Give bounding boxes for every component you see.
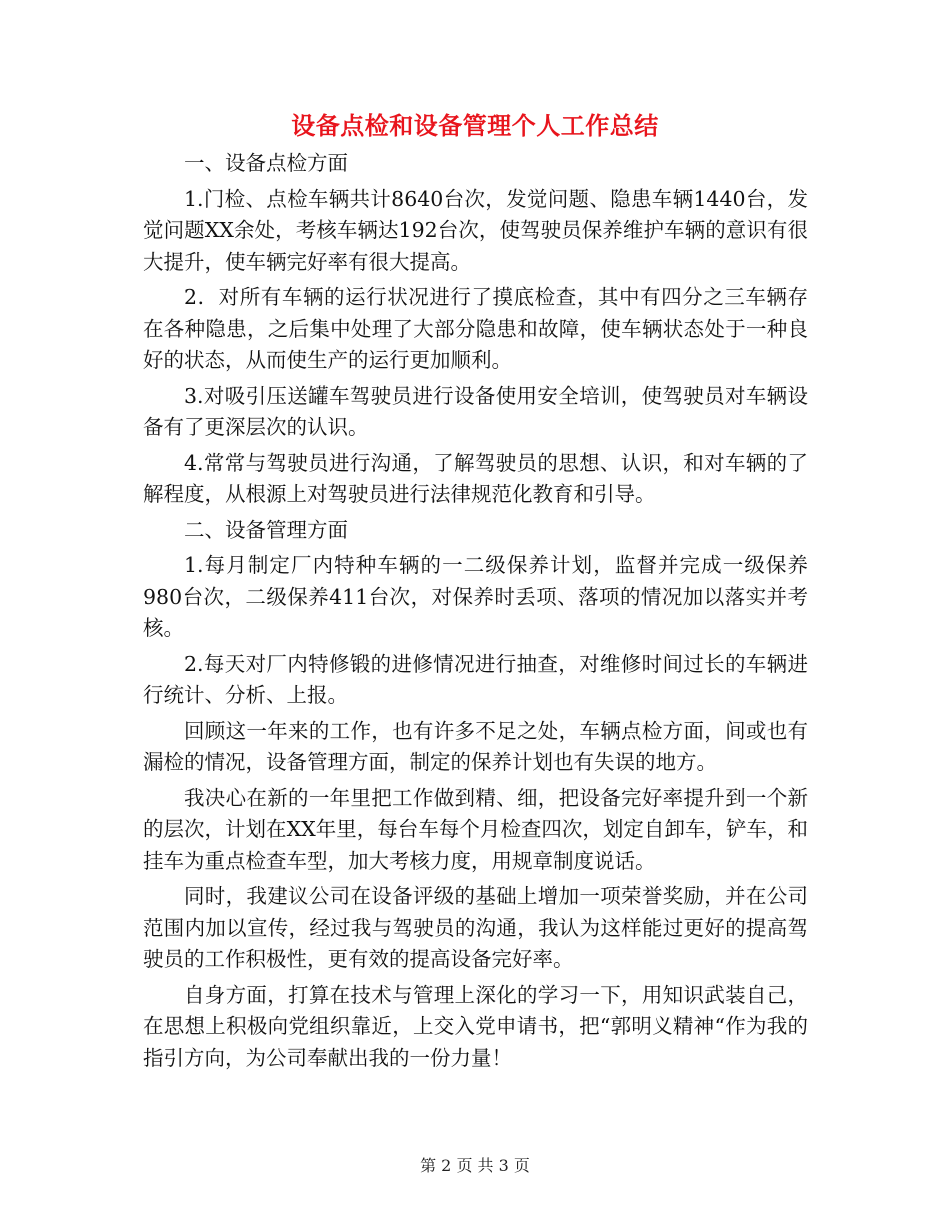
paragraph: 1.每月制定厂内特种车辆的一二级保养计划，监督并完成一级保养980台次，二级保养411台次，对保养时丢项、落项的情况加以落实并考核。 (143, 553, 808, 640)
paragraph: 自身方面，打算在技术与管理上深化的学习一下，用知识武装自己，在思想上积极向党组织靠近，上交入党申请书，把“郭明义精神“作为我的指引方向，为公司奉献出我的一份力量！ (143, 982, 808, 1070)
section-heading: 二、设备管理方面 (184, 517, 348, 542)
paragraph: 2．对所有车辆的运行状况进行了摸底检查，其中有四分之三车辆存在各种隐患，之后集中处理了大部分隐患和故障，使车辆状态处于一种良好的状态，从而使生产的运行更加顺利。 (143, 285, 808, 372)
paragraph: 回顾这一年来的工作，也有许多不足之处，车辆点检方面，间或也有漏检的情况，设备管理方面，制定的保养计划也有失误的地方。 (143, 718, 808, 774)
page-number-footer: 第 2 页 共 3 页 (420, 1156, 530, 1175)
paragraph: 3.对吸引压送罐车驾驶员进行设备使用安全培训，使驾驶员对车辆设备有了更深层次的认识。 (143, 383, 808, 439)
paragraph: 2.每天对厂内特修锻的进修情况进行抽查，对维修时间过长的车辆进行统计、分析、上报。 (143, 651, 808, 707)
document-body (143, 148, 808, 1078)
document-title: 设备点检和设备管理个人工作总结 (291, 111, 659, 140)
paragraph: 1.门检、点检车辆共计8640台次，发觉问题、隐患车辆1440台，发觉问题XX余处，考核车辆达192台次，使驾驶员保养维护车辆的意识有很大提升，使车辆完好率有很大提高。 (143, 186, 808, 274)
paragraph: 4.常常与驾驶员进行沟通，了解驾驶员的思想、认识，和对车辆的了解程度，从根源上对驾驶员进行法律规范化教育和引导。 (143, 450, 808, 506)
paragraph: 同时，我建议公司在设备评级的基础上增加一项荣誉奖励，并在公司范围内加以宣传，经过我与驾驶员的沟通，我认为这样能过更好的提高驾驶员的工作积极性，更有效的提高设备完好率。 (143, 884, 808, 971)
section-heading: 一、设备点检方面 (184, 151, 348, 175)
paragraph: 我决心在新的一年里把工作做到精、细，把设备完好率提升到一个新的层次，计划在XX年里，每台车每个月检查四次，划定自卸车，铲车，和挂车为重点检查车型，加大考核力度，用规章制度说话。 (143, 785, 808, 873)
